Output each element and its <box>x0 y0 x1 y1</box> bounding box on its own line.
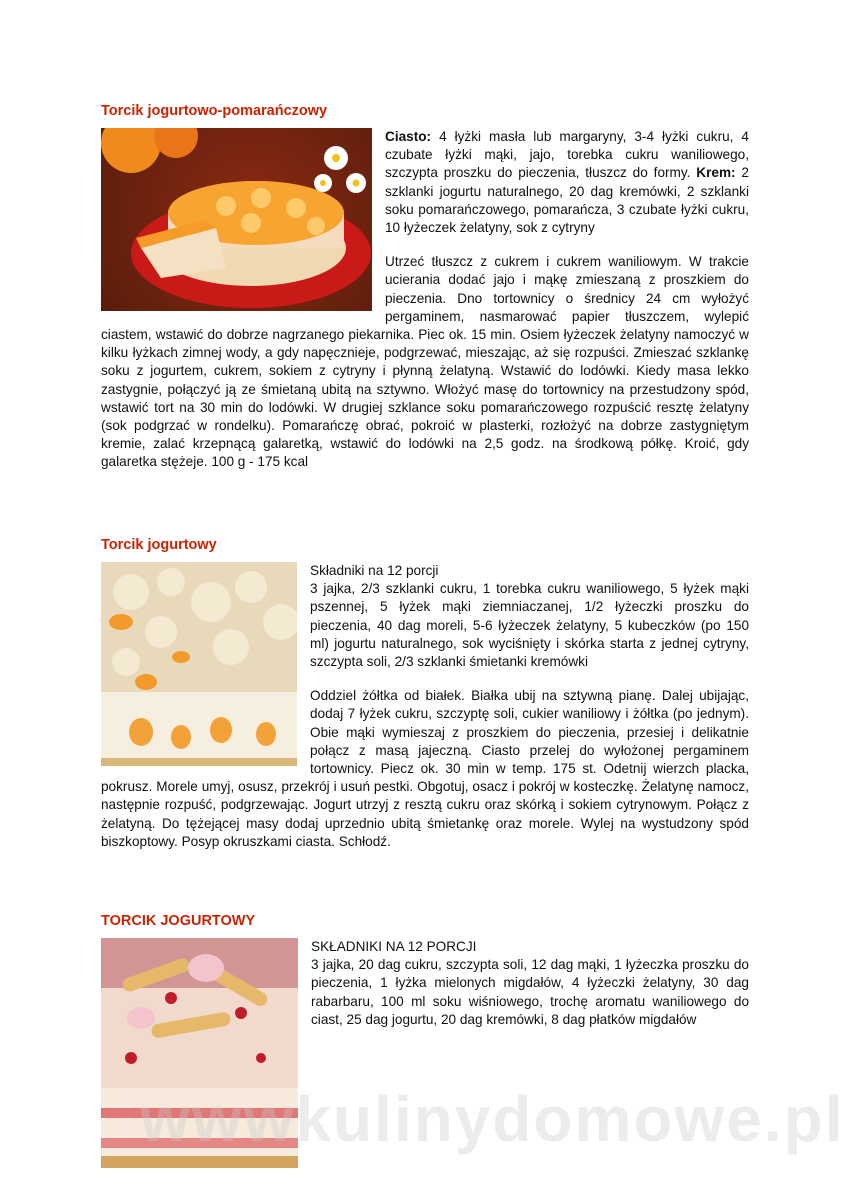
cream-label: Krem: <box>696 165 736 181</box>
servings: Składniki na 12 porcji <box>310 563 439 578</box>
recipe-yogurt-cake <box>101 536 749 851</box>
orange-cake-photo <box>101 128 372 311</box>
method-text: Utrzeć tłuszcz z cukrem i cukrem waniliowym. W trakcie ucierania dodać jajo i mąkę zmieszaną z proszkiem do pieczenia. Dno tortownicy o średnicy 24 cm wyłożyć pergaminem, nasmarować papier tłuszczem, wylepić ciastem, wstawić do dobrze nagrzanego piekarnika. Piec ok. 15 min. Osiem łyżeczek żelatyny namoczyć w kilku łyżkach zimnej wody, a gdy napęcznieje, podgrzewać, mieszając, aż się rozpuści. Zmieszać szklankę soku z jogurtem, cukrem, sokiem z cytryny i płynną żelatyną. Wstawić do lodówki. Kiedy masa lekko zastygnie, połączyć ją ze śmietaną ubitą na sztywno. Włożyć masę do tortownicy na przestudzony spód, wstawić tort na 30 min do lodówki. W drugiej szklance soku pomarańczowego rozpuścić resztę żelatyny (sok podgrzać w rondelku). Pomarańczę obrać, pokroić w plasterki, rozłożyć na dobrze zastygniętym kremie, zalać krzepnącą galaretką, wstawić do lodówki na 2,5 godz. na środkową półkę. Kroić, gdy galaretka stężeje. 100 g - 175 kcal <box>101 254 749 470</box>
berry-cake-photo <box>101 938 298 1168</box>
dough-label: Ciasto: <box>385 129 432 144</box>
recipe-title: TORCIK JOGURTOWY <box>101 913 256 929</box>
watermark: wwwkulinydomowe.pl <box>140 1083 845 1155</box>
recipe-yogurt-cake-caps <box>101 912 749 1172</box>
ingredients: 3 jajka, 2/3 szklanki cukru, 1 torebka cukru waniliowego, 5 łyżek mąki pszennej, 5 łyżek mąki ziemniaczanej, 1/2 łyżeczki proszku do pieczenia, 40 dag moreli, 5-6 łyżeczek żelatyny, 5 kubeczków (po 150 ml) jogurtu naturalnego, sok wyciśnięty i skórka starta z jednej cytryny, szczypta soli, 2/3 szklanki śmietanki kremówki <box>310 581 749 670</box>
method-text: Oddziel żółtka od białek. Białka ubij na sztywną pianę. Dalej ubijając, dodaj 7 łyżek cukru, szczyptę soli, cukier waniliowy i żółtka (po jednym). Obie mąki wymieszaj z proszkiem do pieczenia, przesiej i delikatnie połącz z masą jajeczną. Ciasto przelej do wyłożonej pergaminem tortownicy. Piecz ok. 30 min w temp. 175 st. Odetnij wierzch placka, pokrusz. Morele umyj, osusz, przekrój i usuń pestki. Obgotuj, osacz i pokrój w kosteczkę. Żelatynę namocz, następnie rozpuść, podgrzewając. Jogurt utrzyj z resztą cukru oraz skórką i sokiem cytrynowym. Połącz z żelatyną. Do tężejącej masy dodaj uprzednio ubitą śmietankę oraz morele. Wylej na wystudzony spód biszkoptowy. Posyp okruszkami ciasta. Schłodź. <box>101 688 749 849</box>
apricot-cake-photo <box>101 562 297 766</box>
recipe-title: Torcik jogurtowy <box>101 537 217 553</box>
ingredients: 3 jajka, 20 dag cukru, szczypta soli, 12 dag mąki, 1 łyżeczka proszku do pieczenia, 1 łyżka mielonych migdałów, 4 łyżeczki żelatyny, 30 dag rabarbaru, 100 ml soku wiśniowego, trochę aromatu waniliowego do ciast, 25 dag jogurtu, 20 dag kremówki, 8 dag płatków migdałów <box>311 957 749 1027</box>
recipe-orange-yogurt-cake <box>101 102 749 472</box>
recipe-title: Torcik jogurtowo-pomarańczowy <box>101 103 328 119</box>
servings: SKŁADNIKI NA 12 PORCJI <box>311 939 477 954</box>
dough-ingredients: 4 łyżki masła lub margaryny, 3-4 łyżki cukru, 4 czubate łyżki mąki, jajo, torebka cukru waniliowego, szczypta proszku do pieczenia, tłuszcz do formy. <box>385 129 749 181</box>
cream-ingredients: 2 szklanki jogurtu naturalnego, 20 dag kremówki, 2 szklanki soku pomarańczowego, pomarańcza, 3 czubate łyżki cukru, 10 łyżeczek żelatyny, sok z cytryny <box>385 165 749 236</box>
